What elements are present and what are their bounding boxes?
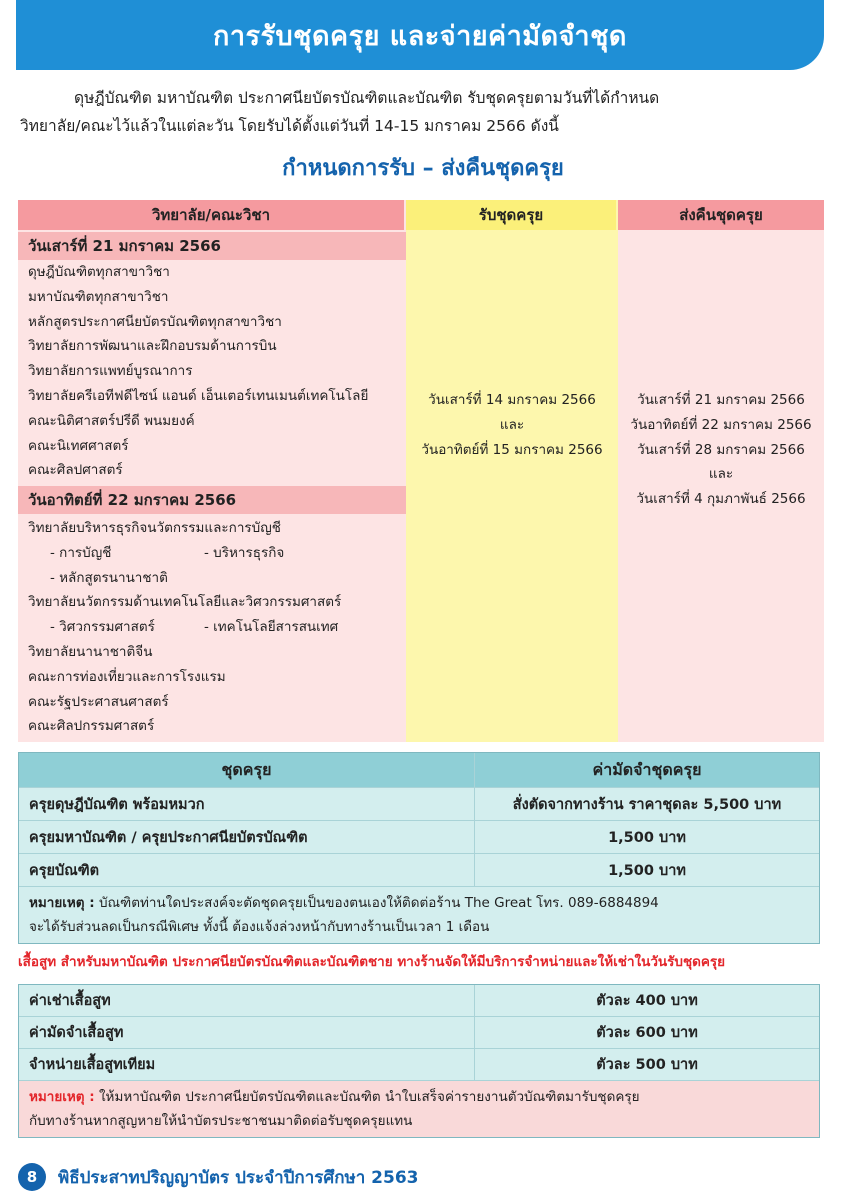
day1-label: วันเสาร์ที่ 21 มกราคม 2566 — [18, 232, 406, 260]
return-date: วันเสาร์ที่ 28 มกราคม 2566 — [637, 441, 805, 458]
gown-price: สั่งตัดจากทางร้าน ราคาชุดละ 5,500 บาท — [512, 796, 782, 813]
note-text: จะได้รับส่วนลดเป็นกรณีพิเศษ ทั้งนี้ ต้องแจ้งล่วงหน้ากับทางร้านเป็นเวลา 1 เดือน — [29, 919, 490, 935]
footer-text: พิธีประสาทปริญญาบัตร ประจำปีการศึกษา 2563 — [58, 1167, 419, 1188]
suit-note — [19, 1081, 819, 1137]
list-item: คณะการท่องเที่ยวและการโรงแรม — [28, 668, 226, 685]
list-item: หลักสูตรประกาศนียบัตรบัณฑิตทุกสาขาวิชา — [28, 313, 282, 330]
gown-item: ครุยบัณฑิต — [19, 854, 475, 886]
list-item: วิทยาลัยนานาชาติจีน — [28, 643, 153, 660]
receive-dates — [406, 388, 618, 462]
sub-item: - หลักสูตรนานาชาติ — [50, 569, 168, 586]
sub-item: - บริหารธุรกิจ — [204, 544, 285, 561]
list-item: คณะรัฐประศาสนศาสตร์ — [28, 693, 169, 710]
return-dates — [618, 388, 824, 512]
list-item: วิทยาลัยนวัตกรรมด้านเทคโนโลยีและวิศวกรรมศาสตร์ — [28, 594, 342, 611]
sub-item: - เทคโนโลยีสารสนเทศ — [204, 619, 339, 636]
schedule-subtitle: กำหนดการรับ – ส่งคืนชุดครุย — [282, 156, 564, 181]
suit-price: ตัวละ 500 บาท — [596, 1057, 698, 1073]
list-item: วิทยาลัยครีเอทีฟดีไซน์ แอนด์ เอ็นเตอร์เทนเมนต์เทคโนโลยี — [28, 387, 369, 404]
suit-item: ค่ามัดจำเสื้อสูท — [19, 1017, 475, 1048]
note-label: หมายเหตุ : — [29, 1089, 95, 1105]
intro-line-1: ดุษฎีบัณฑิต มหาบัณฑิต ประกาศนียบัตรบัณฑิตและบัณฑิต รับชุดครุยตามวันที่ได้กำหนด — [74, 89, 660, 107]
header-receive: รับชุดครุย — [406, 200, 616, 230]
note-text: บัณฑิตท่านใดประสงค์จะตัดชุดครุยเป็นของตนเองให้ติดต่อร้าน The Great โทร. 089-6884894 — [94, 895, 659, 911]
gown-header-item: ชุดครุย — [19, 753, 475, 787]
header-college: วิทยาลัย/คณะวิชา — [18, 200, 404, 230]
sub-item: - การบัญชี — [50, 544, 112, 561]
list-item: วิทยาลัยบริหารธุรกิจนวัตกรรมและการบัญชี — [28, 520, 281, 536]
gown-item: ครุยดุษฎีบัณฑิต พร้อมหมวก — [19, 788, 475, 820]
day2-label: วันอาทิตย์ที่ 22 มกราคม 2566 — [18, 486, 406, 514]
table-row — [19, 821, 819, 854]
return-date: วันเสาร์ที่ 4 กุมภาพันธ์ 2566 — [636, 491, 806, 508]
list-item: คณะนิเทศศาสตร์ — [28, 437, 129, 454]
title-banner — [16, 0, 824, 70]
note-label: หมายเหตุ : — [29, 895, 95, 911]
intro-line-2: วิทยาลัย/คณะไว้แล้วในแต่ละวัน โดยรับได้ตั้งแต่วันที่ 14-15 มกราคม 2566 ดังนี้ — [20, 117, 559, 135]
table-row — [19, 854, 819, 887]
return-date: วันเสาร์ที่ 21 มกราคม 2566 — [637, 392, 805, 408]
list-item: มหาบัณฑิตทุกสาขาวิชา — [28, 288, 169, 305]
table-row — [19, 1049, 819, 1081]
page-title: การรับชุดครุย และจ่ายค่ามัดจำชุด — [213, 20, 627, 52]
schedule-table — [18, 200, 824, 742]
gown-note — [19, 887, 819, 943]
gown-fee-table — [18, 752, 820, 944]
sub-item: - วิศวกรรมศาสตร์ — [50, 619, 155, 636]
list-item: วิทยาลัยการแพทย์บูรณาการ — [28, 363, 193, 380]
note-text: ให้มหาบัณฑิต ประกาศนียบัตรบัณฑิตและบัณฑิต นำใบเสร็จค่ารายงานตัวบัณฑิตมารับชุดครุย — [94, 1089, 640, 1105]
page-footer — [18, 1162, 418, 1192]
day1-list — [28, 260, 404, 483]
return-date: วันอาทิตย์ที่ 22 มกราคม 2566 — [630, 416, 812, 433]
suit-notice: เสื้อสูท สำหรับมหาบัณฑิต ประกาศนียบัตรบัณฑิตและบัณฑิตชาย ทางร้านจัดให้มีบริการจำหน่ายและให้เช่าในวันรับชุดครุย — [18, 954, 726, 970]
gown-header-row — [19, 753, 819, 788]
list-item: วิทยาลัยการพัฒนาและฝึกอบรมด้านการบิน — [28, 338, 277, 355]
intro-paragraph — [20, 84, 830, 140]
table-row — [19, 788, 819, 821]
suit-fee-table — [18, 984, 820, 1138]
sub-item-row — [28, 541, 404, 566]
receive-date: วันอาทิตย์ที่ 15 มกราคม 2566 — [421, 441, 603, 458]
gown-header-price: ค่ามัดจำชุดครุย — [592, 759, 702, 779]
suit-price: ตัวละ 400 บาท — [596, 993, 698, 1009]
suit-item: จำหน่ายเสื้อสูทเทียม — [19, 1049, 475, 1080]
return-date-and: และ — [708, 466, 734, 483]
gown-price: 1,500 บาท — [608, 862, 686, 879]
header-return: ส่งคืนชุดครุย — [618, 200, 824, 230]
receive-date: วันเสาร์ที่ 14 มกราคม 2566 — [428, 392, 596, 408]
suit-price: ตัวละ 600 บาท — [596, 1025, 698, 1041]
table-row — [19, 1017, 819, 1049]
day2-list — [28, 516, 404, 739]
list-item: ดุษฎีบัณฑิตทุกสาขาวิชา — [28, 264, 170, 280]
suit-item: ค่าเช่าเสื้อสูท — [19, 985, 475, 1016]
page-number: 8 — [18, 1163, 46, 1191]
table-row — [19, 985, 819, 1017]
note-text: กับทางร้านหากสูญหายให้นำบัตรประชาชนมาติดต่อรับชุดครุยแทน — [29, 1113, 413, 1129]
receive-date-and: และ — [499, 416, 525, 433]
gown-price: 1,500 บาท — [608, 829, 686, 846]
sub-item-row — [28, 566, 404, 591]
list-item: คณะศิลปศาสตร์ — [28, 462, 123, 479]
sub-item-row — [28, 615, 404, 640]
receive-column — [406, 200, 618, 742]
list-item: คณะศิลปกรรมศาสตร์ — [28, 718, 155, 735]
list-item: คณะนิติศาสตร์ปรีดี พนมยงค์ — [28, 412, 195, 429]
gown-item: ครุยมหาบัณฑิต / ครุยประกาศนียบัตรบัณฑิต — [19, 821, 475, 853]
